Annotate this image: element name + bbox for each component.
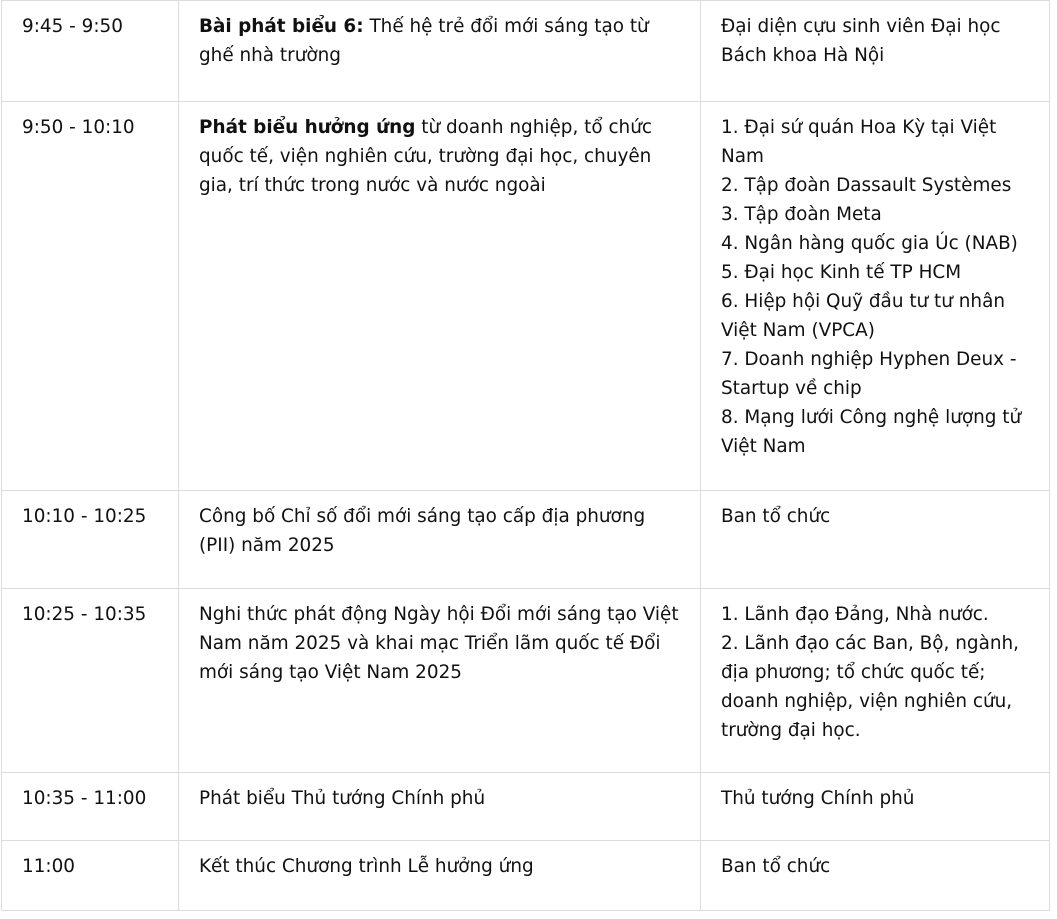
presenter-line: 1. Đại sứ quán Hoa Kỳ tại Việt Nam [721,116,997,167]
presenter-line: Ban tổ chức [721,855,831,877]
activity-text: Kết thúc Chương trình Lễ hưởng ứng [199,855,534,877]
table-row [2,772,1050,840]
activity-cell [179,101,701,490]
time-cell: 11:00 [2,840,179,910]
presenter-line: 5. Đại học Kinh tế TP HCM [721,261,962,283]
presenter-line: 7. Doanh nghiệp Hyphen Deux - Startup về chip [721,348,1017,399]
presenter-line: 2. Tập đoàn Dassault Systèmes [721,174,1012,196]
agenda-table-wrapper [1,0,1049,912]
activity-text: Nghi thức phát động Ngày hội Đổi mới sáng tạo Việt Nam năm 2025 và khai mạc Triển lãm quốc tế Đổi mới sáng tạo Việt Nam 2025 [199,603,679,683]
presenter-line: Thủ tướng Chính phủ [721,787,915,809]
presenter-line: 3. Tập đoàn Meta [721,203,882,225]
agenda-table [1,0,1050,911]
presenter-line: 6. Hiệp hội Quỹ đầu tư tư nhân Việt Nam (VPCA) [721,290,1005,341]
time-cell: 9:45 - 9:50 [2,0,179,101]
activity-bold: Phát biểu hưởng ứng [199,116,416,138]
presenter-line: 4. Ngân hàng quốc gia Úc (NAB) [721,232,1018,254]
presenter-line: 8. Mạng lưới Công nghệ lượng tử Việt Nam [721,406,1022,457]
presenter-line: Đại diện cựu sinh viên Đại học Bách khoa Hà Nội [721,15,1001,66]
presenter-cell [701,0,1050,101]
table-row [2,101,1050,490]
presenter-line: 2. Lãnh đạo các Ban, Bộ, ngành, địa phương; tổ chức quốc tế; doanh nghiệp, viện nghiên cứu, trường đại học. [721,632,1019,741]
time-cell: 10:35 - 11:00 [2,772,179,840]
presenter-line: Ban tổ chức [721,505,831,527]
activity-cell [179,490,701,588]
table-row [2,490,1050,588]
table-row [2,840,1050,910]
activity-cell [179,840,701,910]
activity-cell [179,0,701,101]
time-cell: 9:50 - 10:10 [2,101,179,490]
activity-cell [179,588,701,772]
presenter-line: 1. Lãnh đạo Đảng, Nhà nước. [721,603,989,625]
activity-cell [179,772,701,840]
presenter-cell [701,588,1050,772]
time-cell: 10:10 - 10:25 [2,490,179,588]
presenter-cell [701,840,1050,910]
activity-text: Thế hệ trẻ đổi mới sáng tạo từ ghế nhà trường [199,15,649,66]
time-cell: 10:25 - 10:35 [2,588,179,772]
activity-text: từ doanh nghiệp, tổ chức quốc tế, viện nghiên cứu, trường đại học, chuyên gia, trí thức trong nước và nước ngoài [199,116,652,196]
activity-bold: Bài phát biểu 6: [199,15,364,37]
presenter-cell [701,772,1050,840]
table-row [2,0,1050,101]
presenter-cell [701,101,1050,490]
table-row [2,588,1050,772]
activity-text: Phát biểu Thủ tướng Chính phủ [199,787,486,809]
activity-text: Công bố Chỉ số đổi mới sáng tạo cấp địa phương (PII) năm 2025 [199,505,646,556]
presenter-cell [701,490,1050,588]
